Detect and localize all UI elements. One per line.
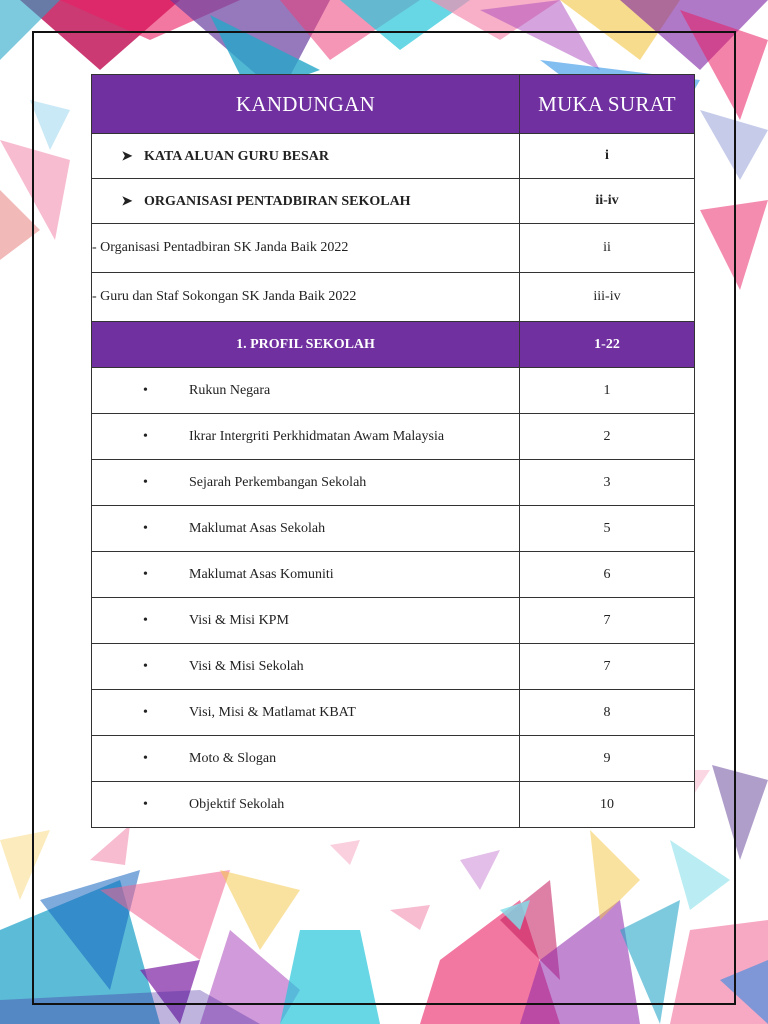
toc-item-row [92, 506, 695, 552]
toc-item-label: Maklumat Asas Sekolah [189, 520, 326, 536]
toc-item-label: Rukun Negara [189, 382, 271, 398]
toc-item-row [92, 782, 695, 828]
bullet-icon: • [143, 704, 148, 720]
toc-sub-row [92, 224, 695, 273]
toc-section-row [92, 322, 695, 368]
toc-sub-row [92, 273, 695, 322]
toc-item-label: Visi, Misi & Matlamat KBAT [189, 704, 356, 720]
toc-item-row [92, 644, 695, 690]
toc-item-row [92, 690, 695, 736]
toc-main-page: ii-iv [520, 179, 695, 224]
toc-item-label: Maklumat Asas Komuniti [189, 566, 334, 582]
toc-item-page: 1 [520, 368, 695, 414]
bullet-icon: • [143, 428, 148, 444]
toc-item-page: 3 [520, 460, 695, 506]
toc-main-label: KATA ALUAN GURU BESAR [144, 148, 330, 164]
toc-item-label: Sejarah Perkembangan Sekolah [189, 474, 367, 490]
toc-sub-page: iii-iv [520, 273, 695, 322]
toc-item-row [92, 368, 695, 414]
toc-item-page: 6 [520, 552, 695, 598]
bullet-icon: • [143, 474, 148, 490]
toc-item-label: Objektif Sekolah [189, 796, 285, 812]
toc-item-page: 9 [520, 736, 695, 782]
toc-item-page: 5 [520, 506, 695, 552]
toc-item-page: 8 [520, 690, 695, 736]
toc-header-row [92, 75, 695, 134]
toc-section-page: 1-22 [520, 322, 695, 368]
toc-sub-page: ii [520, 224, 695, 273]
bullet-icon: • [143, 612, 148, 628]
toc-header-page: MUKA SURAT [520, 75, 695, 134]
toc-sub-label: - Guru dan Staf Sokongan SK Janda Baik 2022 [92, 273, 520, 322]
bullet-icon: • [143, 658, 148, 674]
toc-item-row [92, 736, 695, 782]
toc-item-row [92, 552, 695, 598]
toc-main-label: ORGANISASI PENTADBIRAN SEKOLAH [144, 193, 411, 209]
toc-item-page: 7 [520, 644, 695, 690]
toc-item-row [92, 598, 695, 644]
toc-item-label: Visi & Misi Sekolah [189, 658, 304, 674]
bullet-icon: • [143, 750, 148, 766]
toc-item-page: 10 [520, 782, 695, 828]
arrow-bullet-icon: ➤ [121, 192, 133, 208]
toc-item-page: 7 [520, 598, 695, 644]
toc-item-row [92, 414, 695, 460]
arrow-bullet-icon: ➤ [121, 147, 133, 163]
toc-header-title: KANDUNGAN [92, 75, 520, 134]
toc-sub-label: - Organisasi Pentadbiran SK Janda Baik 2022 [92, 224, 520, 273]
toc-item-label: Ikrar Intergriti Perkhidmatan Awam Malaysia [189, 428, 445, 444]
table-of-contents [91, 74, 695, 828]
bullet-icon: • [143, 382, 148, 398]
toc-item-label: Visi & Misi KPM [189, 612, 289, 628]
toc-main-page: i [520, 134, 695, 179]
toc-main-row [92, 134, 695, 179]
toc-main-row [92, 179, 695, 224]
bullet-icon: • [143, 566, 148, 582]
toc-item-page: 2 [520, 414, 695, 460]
bullet-icon: • [143, 796, 148, 812]
toc-item-row [92, 460, 695, 506]
toc-item-label: Moto & Slogan [189, 750, 277, 766]
bullet-icon: • [143, 520, 148, 536]
toc-section-label: 1. PROFIL SEKOLAH [92, 322, 520, 368]
